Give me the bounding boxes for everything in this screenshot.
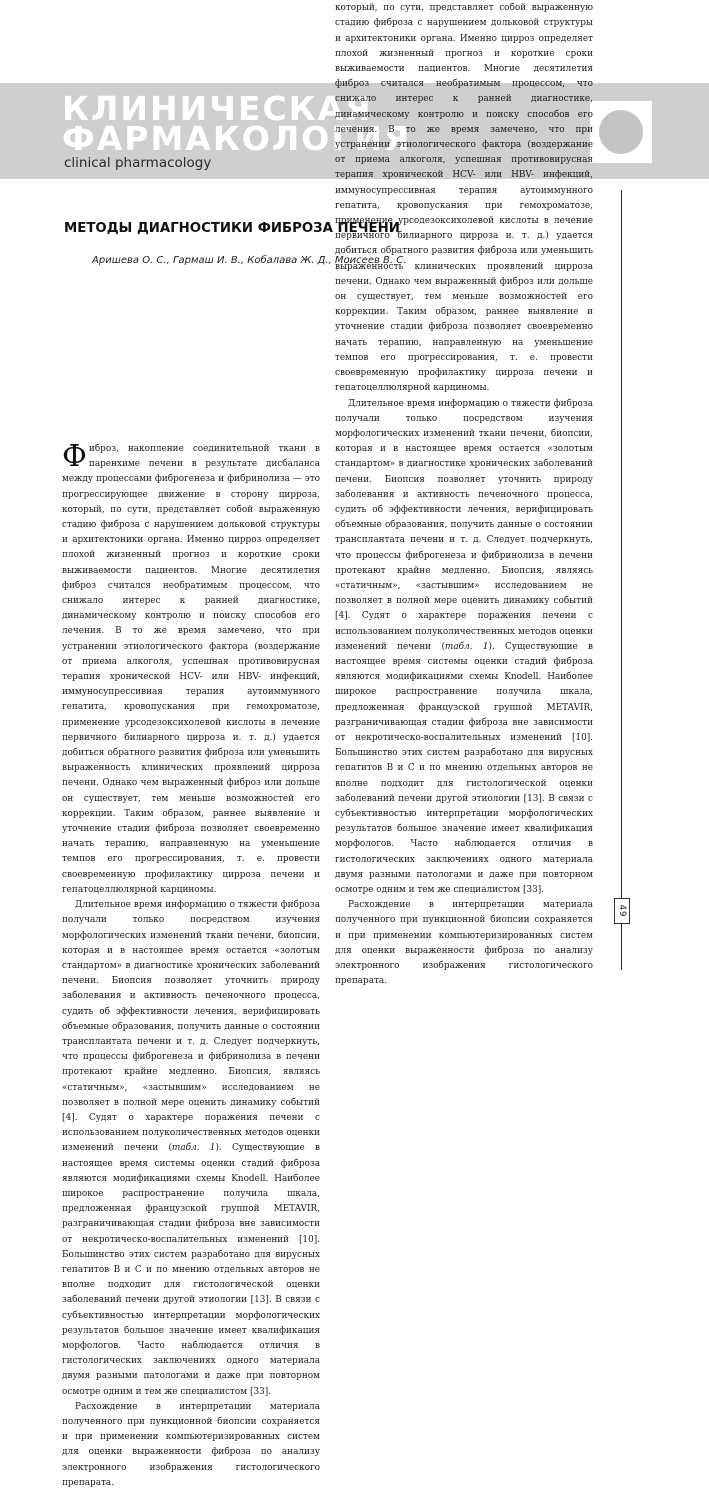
table-reference: табл. 1 [444, 641, 489, 652]
table-reference: табл. 1 [171, 1143, 216, 1154]
journal-subtitle: clinical pharmacology [64, 155, 212, 171]
journal-title-line1: КЛИНИЧЕСКАЯ [62, 89, 373, 128]
paragraph-biopsy [62, 898, 320, 1400]
paragraph-text: который, по сути, представляет собой выраженную стадию фиброза с нарушением дольковой структуры и архитектоники органа. Именно цирроз определяет плохой жизненный прогноз и короткие сроки выживаемости пациентов. Многие десятилетия фиброз считался необратимым процессом, что снижало интерес к ранней диагностике, динамическому контролю и поиску способов его лечения. В то же время замечено, что при устранении этиологического фактора (воздержание от приема алкоголя, успешная противовирусная терапия хронической HCV- или HBV- инфекций, иммуносупрессивная терапия аутоиммунного гепатита, кровопускания при гемохроматозе, применение урсодезоксихолевой кислоты в лечение первичного билиарного цирроза и. т. д.) удается добиться обратного развития фиброза или уменьшить выраженность клинических проявлений цирроза печени. Однако чем выраженный фиброз или дольше он существует, тем меньше возможностей его коррекции. Таким образом, раннее выявление и уточнение стадии фиброза позволяет своевременно начать терапию, направленную на уменьшение темпов его прогрессирования, т. е. провести своевременную профилактику цирроза печени и гепатоцеллюлярной карциномы. [335, 3, 593, 394]
drop-cap: Ф [62, 439, 87, 474]
paragraph-interpretation [62, 1400, 320, 1491]
article-authors: Аришева О. С., Гармаш И. В., Кобалава Ж. Д., Моисеев В. С. [92, 255, 407, 266]
text-column-left [62, 439, 320, 1488]
margin-rule [621, 190, 622, 970]
paragraph-text: ). Существующие в настоящее время системы оценки стадий фиброза являются модификациями схемы Knodell. Наиболее широкое распространение получила шкала, предложенная французской группой METAVIR, разграничивающая стадии фиброза вне зависимости от некротическо-воспалительных изменений [10]. Большинство этих систем разработано для вирусных гепатитов B и C и по мнению отдельных авторов не вполне подходит для гистологической оценки заболеваний печени другой этиологии [13]. В связи с субъективностью интерпретации морфологических результатов большое значение имеет квалификация морфологов. Часто наблюдается отличия в гистологических заключениях одного материала двумя разными патологами и даже при повторном осмотре одним и тем же специалистом [33]. [62, 1143, 320, 1397]
circle-icon [599, 110, 643, 154]
paragraph-text: Длительное время информацию о тяжести фиброза получали только посредством изучения морфологических изменений ткани печени, биопсии, которая и в настоящее время остается «золотым стандартом» в диагностике хронических заболеваний печени. Биопсия позволяет уточнить природу заболевания и активность печеночного процесса, судить об эффективности лечения, верифицировать объемные образования, получить данные о состоянии трансплантата печени и т. д. Следует подчеркнуть, что процессы фиброгенеза и фибринолиза в печени протекают крайне медленно. Биопсия, являясь «статичным», «застывшим» исследованием не позволяет в полной мере оценить динамику событий [4]. Судят о характере поражения печени с использованием полуколичественных методов оценки изменений печени ( [335, 398, 593, 652]
text-column-right [335, 3, 593, 987]
paragraph-text: Расхождение в интерпретации материала полученного при пункционной биопсии сохраняется и при применении компьютеризированных систем для оценки выраженности фиброза по анализу электронного изображения гистологического препарата. [335, 900, 593, 987]
article-title: МЕТОДЫ ДИАГНОСТИКИ ФИБРОЗА ПЕЧЕНИ [64, 221, 400, 236]
section-logo [590, 101, 652, 163]
paragraph-biopsy [335, 397, 593, 899]
article-body-text [62, 439, 320, 1491]
paragraph-text: ). Существующие в настоящее время системы оценки стадий фиброза являются модификациями схемы Knodell. Наиболее широкое распространение получила шкала, предложенная французской группой METAVIR, разграничивающая стадии фиброза вне зависимости от некротическо-воспалительных изменений [10]. Большинство этих систем разработано для вирусных гепатитов B и C и по мнению отдельных авторов не вполне подходит для гистологической оценки заболеваний печени другой этиологии [13]. В связи с субъективностью интерпретации морфологических результатов большое значение имеет квалификация морфологов. Часто наблюдается отличия в гистологических заключениях одного материала двумя разными патологами и даже при повторном осмотре одним и тем же специалистом [33]. [335, 641, 593, 895]
paragraph-text: Расхождение в интерпретации материала полученного при пункционной биопсии сохраняется и при применении компьютеризированных систем для оценки выраженности фиброза по анализу электронного изображения гистологического препарата. [62, 1401, 320, 1488]
paragraph-interpretation [335, 898, 593, 989]
paragraph-text: Длительное время информацию о тяжести фиброза получали только посредством изучения морфологических изменений ткани печени, биопсии, которая и в настоящее время остается «золотым стандартом» в диагностике хронических заболеваний печени. Биопсия позволяет уточнить природу заболевания и активность печеночного процесса, судить об эффективности лечения, верифицировать объемные образования, получить данные о состоянии трансплантата печени и т. д. Следует подчеркнуть, что процессы фиброгенеза и фибринолиза в печени протекают крайне медленно. Биопсия, являясь «статичным», «застывшим» исследованием не позволяет в полной мере оценить динамику событий [4]. Судят о характере поражения печени с использованием полуколичественных методов оценки изменений печени ( [62, 900, 320, 1154]
paragraph-intro [62, 439, 320, 898]
article-body-text [335, 0, 593, 989]
journal-title-line2: ФАРМАКОЛОГИЯ [62, 119, 412, 158]
page-number-text: 49 [617, 904, 627, 918]
page-number [614, 898, 630, 924]
paragraph-text: иброз, накопление соединительной ткани в паренхиме печени в результате дисбаланса между процессами фиброгенеза и фибринолиза — это прогрессирующее движение в сторону цирроза, который, по сути, представляет собой выраженную стадию фиброза с нарушением дольковой структуры и архитектоники органа. Именно цирроз определяет плохой жизненный прогноз и короткие сроки выживаемости пациентов. Многие десятилетия фиброз считался необратимым процессом, что снижало интерес к ранней диагностике, динамическому контролю и поиску способов его лечения. В то же время замечено, что при устранении этиологического фактора (воздержание от приема алкоголя, успешная противовирусная терапия хронической HCV- или HBV- инфекций, иммуносупрессивная терапия аутоиммунного гепатита, кровопускания при гемохроматозе, применение урсодезоксихолевой кислоты в лечение первичного билиарного цирроза и. т. д.) удается добиться обратного развития фиброза или уменьшить выраженность клинических проявлений цирроза печени. Однако чем выраженный фиброз или дольше он существует, тем меньше возможностей его коррекции. Таким образом, раннее выявление и уточнение стадии фиброза позволяет своевременно начать терапию, направленную на уменьшение темпов его прогрессирования, т. е. провести своевременную профилактику цирроза печени и гепатоцеллюлярной карциномы. [62, 444, 320, 895]
paragraph-intro [335, 0, 593, 397]
